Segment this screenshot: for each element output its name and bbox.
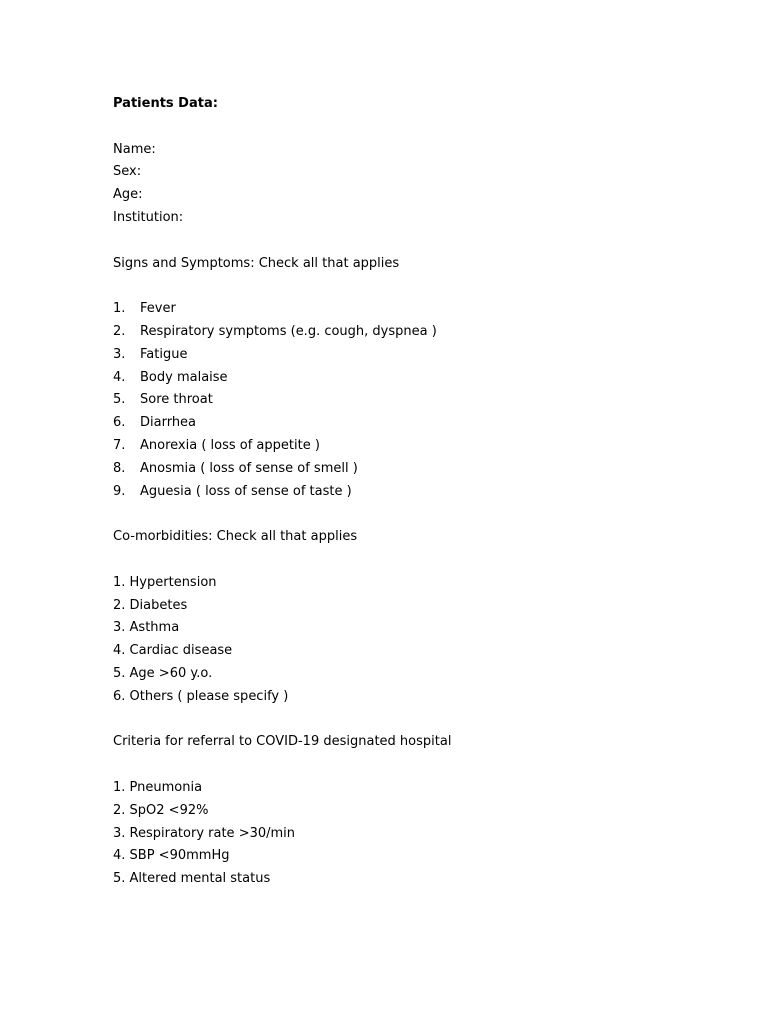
signs-list [113,298,733,503]
list-item [113,458,733,481]
item-number: 3. [113,346,126,362]
list-item: 2. SpO2 <92% [113,802,209,818]
patient-fields [113,139,733,230]
item-text: Body malaise [140,369,228,385]
item-text: Fatigue [140,346,188,362]
spacer [113,275,733,298]
spacer [113,116,733,139]
item-text: Sore throat [140,392,213,408]
item-text: Respiratory symptoms (e.g. cough, dyspnea ) [140,323,437,339]
list-item [113,298,733,321]
spacer [113,754,733,777]
list-item: 3. Asthma [113,620,180,636]
item-number: 4. [113,369,126,385]
list-item: 5. Altered mental status [113,871,271,887]
spacer [113,549,733,572]
item-number: 5. [113,392,126,408]
item-text: Anosmia ( loss of sense of smell ) [140,460,358,476]
list-item [113,344,733,367]
spacer [113,503,733,526]
list-item [113,389,733,412]
field-name: Name: [113,141,156,157]
item-number: 2. [113,323,126,339]
list-item: 5. Age >60 y.o. [113,665,213,681]
field-institution: Institution: [113,209,184,225]
signs-heading: Signs and Symptoms: Check all that applies [113,255,400,271]
list-item: 3. Respiratory rate >30/min [113,825,296,841]
field-age: Age: [113,187,143,203]
item-text: Fever [140,301,176,317]
list-item: 4. Cardiac disease [113,643,233,659]
item-text: Diarrhea [140,415,197,431]
criteria-list [113,777,733,891]
item-number: 6. [113,415,126,431]
list-item: 2. Diabetes [113,597,188,613]
item-number: 7. [113,437,126,453]
list-item: 6. Others ( please specify ) [113,688,289,704]
item-text: Aguesia ( loss of sense of taste ) [140,483,352,499]
comorbidities-list [113,572,733,709]
list-item [113,481,733,504]
item-number: 8. [113,460,126,476]
list-item [113,435,733,458]
item-text: Anorexia ( loss of appetite ) [140,437,320,453]
document-title: Patients Data: [113,96,218,111]
spacer [113,230,733,253]
list-item [113,412,733,435]
criteria-heading: Criteria for referral to COVID-19 designated hospital [113,734,452,750]
item-number: 1. [113,301,126,317]
document-page [113,93,733,891]
list-item [113,367,733,390]
list-item: 1. Pneumonia [113,779,203,795]
list-item: 4. SBP <90mmHg [113,848,230,864]
list-item: 1. Hypertension [113,574,217,590]
field-sex: Sex: [113,164,142,180]
comorbidities-heading: Co-morbidities: Check all that applies [113,529,358,545]
list-item [113,321,733,344]
item-number: 9. [113,483,126,499]
spacer [113,709,733,732]
